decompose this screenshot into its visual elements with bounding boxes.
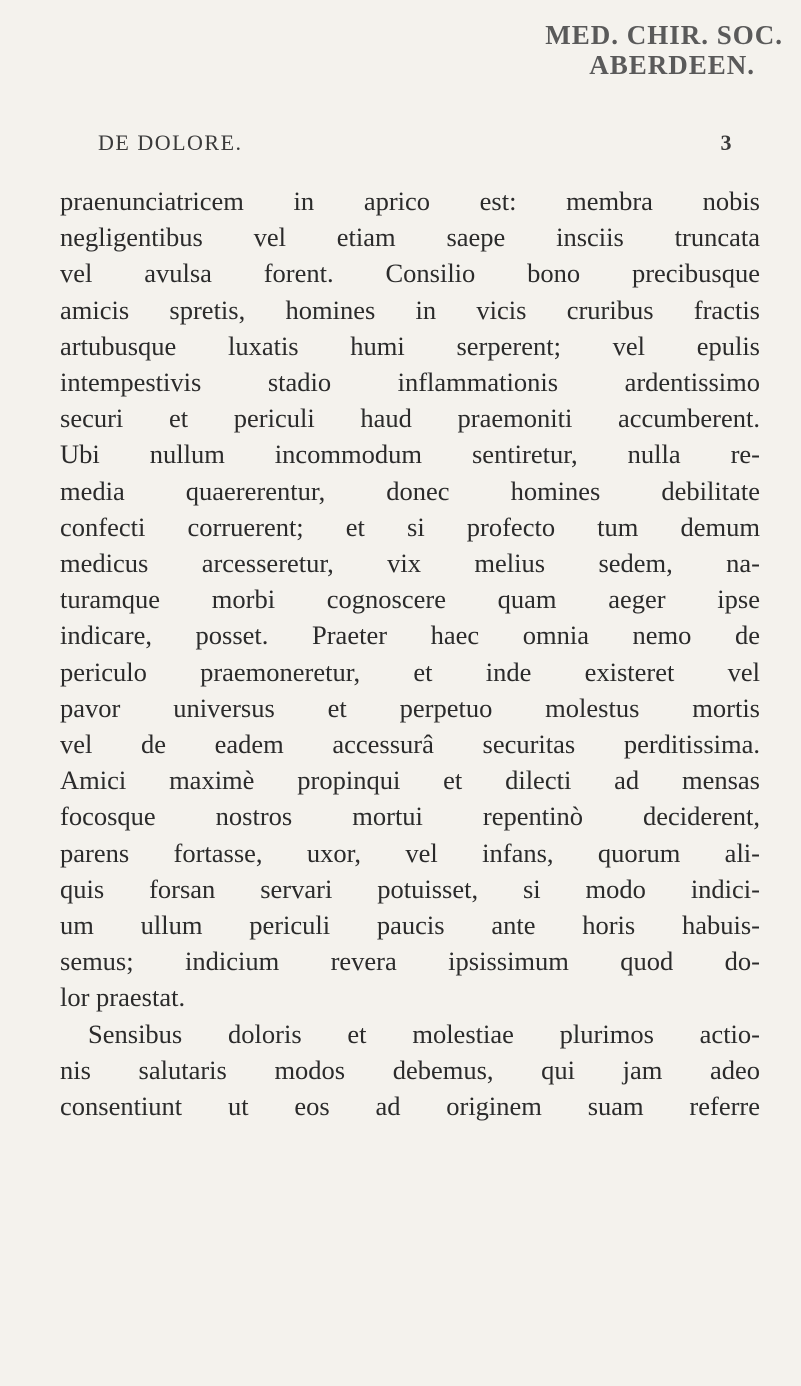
- text-line: quis forsan servari potuisset, si modo indici-: [60, 873, 760, 904]
- text-line: parens fortasse, uxor, vel infans, quorum ali-: [60, 837, 760, 868]
- text-line: Sensibus doloris et molestiae plurimos actio-: [88, 1018, 760, 1049]
- text-line: consentiunt ut eos ad originem suam referre: [60, 1091, 760, 1122]
- running-head: [98, 130, 733, 160]
- text-line: artubusque luxatis humi serperent; vel epulis: [60, 330, 760, 361]
- text-line: lor praestat.: [60, 982, 186, 1013]
- text-line: negligentibus vel etiam saepe insciis truncata: [60, 222, 760, 253]
- body-text: [60, 183, 760, 1124]
- text-line: securi et periculi haud praemoniti accumberent.: [60, 403, 760, 434]
- running-title: DE DOLORE.: [98, 130, 243, 155]
- text-line: nis salutaris modos debemus, qui jam adeo: [60, 1054, 760, 1085]
- text-line: periculo praemoneretur, et inde existeret vel: [60, 656, 760, 687]
- library-stamp: [463, 20, 783, 80]
- text-line: Amici maximè propinqui et dilecti ad mensas: [60, 765, 760, 796]
- text-line: um ullum periculi paucis ante horis habuis-: [60, 910, 760, 941]
- text-line: pavor universus et perpetuo molestus mortis: [60, 692, 760, 723]
- text-line: confecti corruerent; et si profecto tum demum: [60, 511, 760, 542]
- text-line: media quaererentur, donec homines debilitate: [60, 475, 760, 506]
- stamp-line-2: ABERDEEN.: [589, 50, 755, 80]
- text-line: intempestivis stadio inflammationis ardentissimo: [60, 367, 760, 398]
- text-line: indicare, posset. Praeter haec omnia nemo de: [60, 620, 760, 651]
- stamp-line-1: MED. CHIR. SOC.: [545, 20, 783, 50]
- text-line: vel de eadem accessurâ securitas perditissima.: [60, 729, 760, 760]
- text-line: medicus arcesseretur, vix melius sedem, na-: [60, 548, 760, 579]
- text-line: focosque nostros mortui repentinò deciderent,: [60, 801, 760, 832]
- page-number: 3: [720, 130, 733, 155]
- text-line: praenunciatricem in aprico est: membra nobis: [60, 186, 760, 216]
- text-line: semus; indicium revera ipsissimum quod do-: [60, 946, 760, 977]
- text-line: turamque morbi cognoscere quam aeger ipse: [60, 584, 760, 615]
- text-line: Ubi nullum incommodum sentiretur, nulla re-: [60, 439, 760, 470]
- text-line: vel avulsa forent. Consilio bono precibusque: [60, 258, 760, 289]
- text-line: amicis spretis, homines in vicis cruribus fractis: [60, 294, 760, 325]
